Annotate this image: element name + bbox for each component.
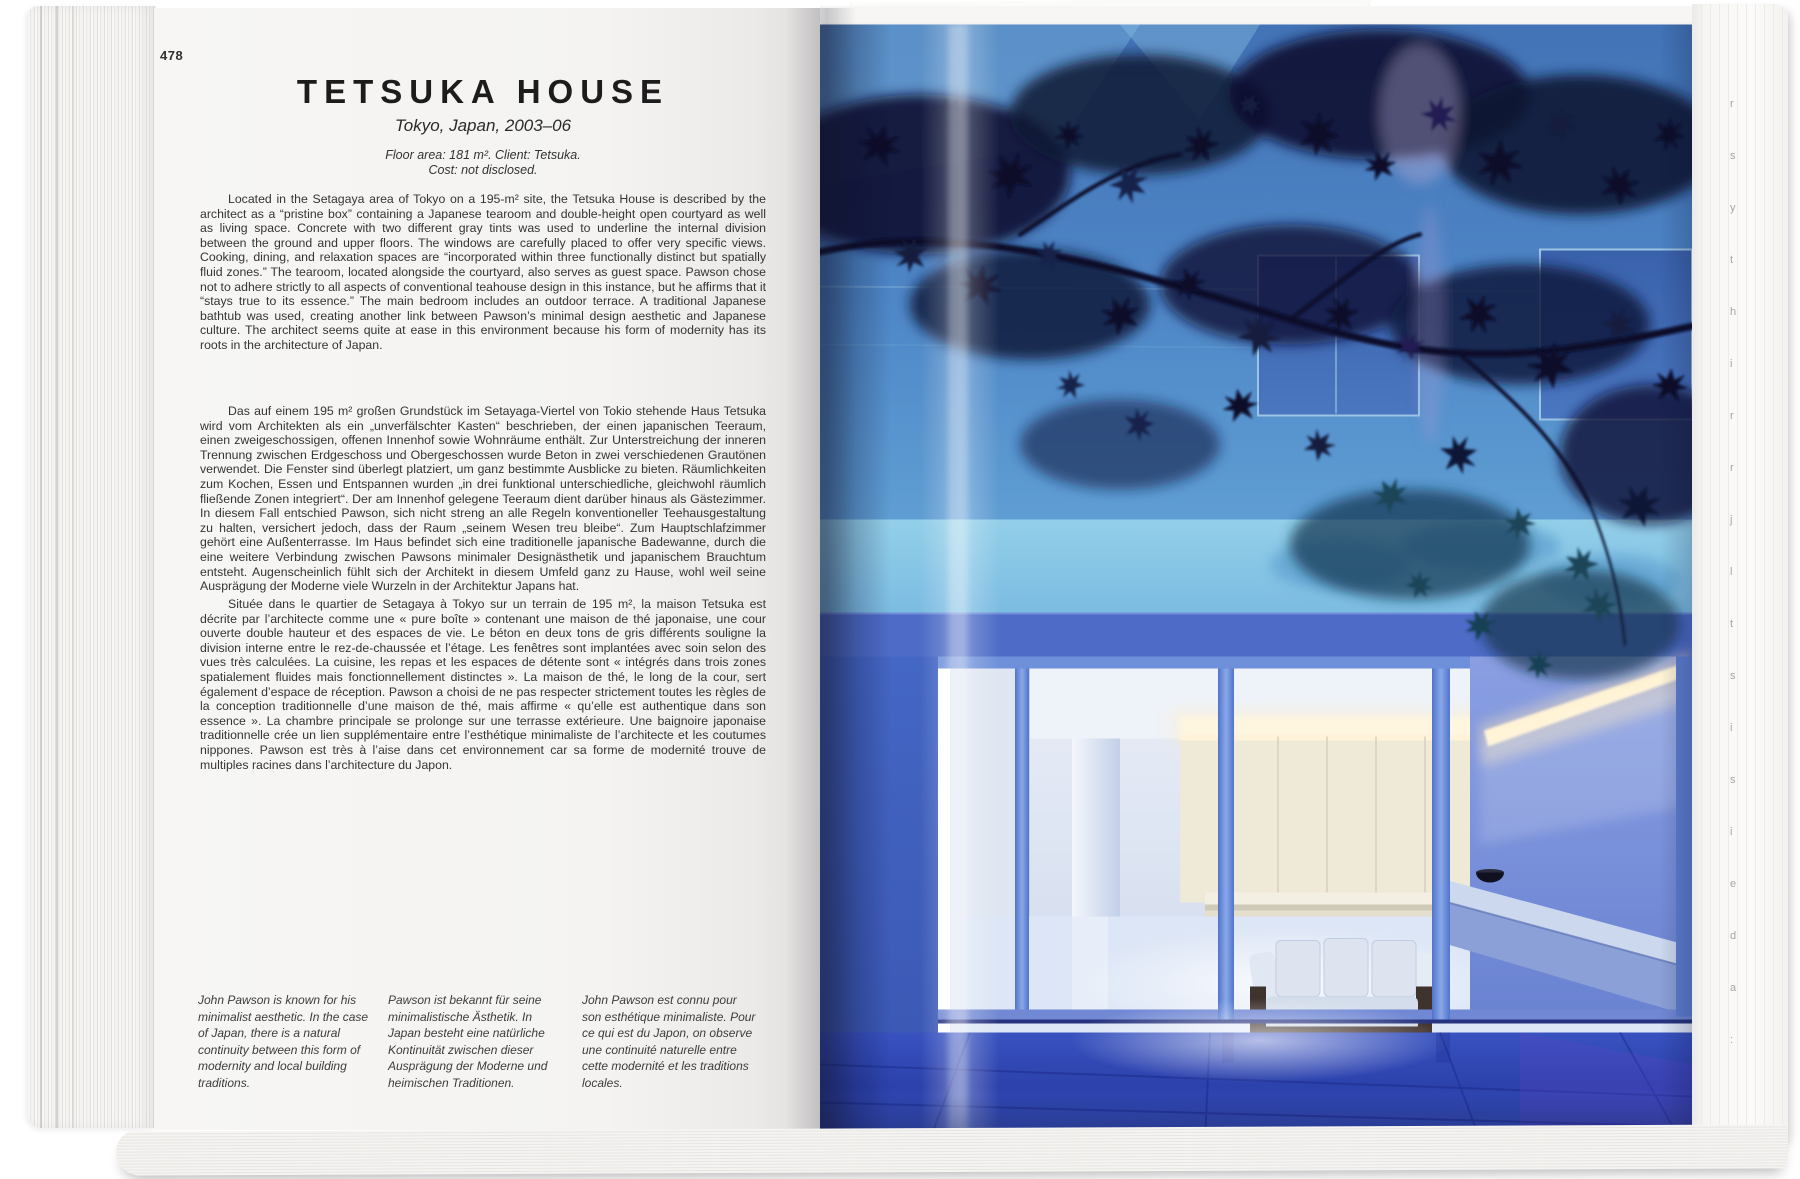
fore-edge-fragment: t	[1730, 254, 1735, 266]
fore-edge-fragment: r	[1730, 98, 1735, 110]
paragraph-german-text: Das auf einem 195 m² großen Grundstück im Setayaga-Viertel von Tokio stehende Haus Tetsuka wird vom Architekten als ein „unverfälschter Kasten“ beschrieben, der einen japanischen Teeraum, einen zweigeschossigen, offenen Innenhof sowie Wohnräume enthält. Zur Unterstreichung der inneren Trennung zwischen Erdgeschoss und Obergeschossen wurde Beton in zwei verschiedenen Grautönen verwendet. Die Fenster sind überlegt platziert, um ganz bestimmte Ausblicke zu bieten. Räumlichkeiten zum Kochen, Essen und Entspannen wurden „in drei funktional unterschiedliche, gleichwohl räumlich fließende Zonen integriert“. Der am Innenhof gelegene Teeraum dient darüber hinaus als Gästezimmer. In diesem Fall entschied Pawson, sich nicht streng an alle Regeln konventioneller Teehausgestaltung zu halten, versichert jedoch, dass der Raum „seinem Wesen treu bleibe“. Zum Hauptschlafzimmer gehört eine Außenterrasse. Im Haus befindet sich eine traditionelle japanische Badewanne, durch die eine weitere Verbindung zwischen Pawsons minimaler Designästhetik und japanischem Brauchtum entsteht. Augenscheinlich fühlt sich der Architekt in diesem Umfeld ganz zu Hause, wohl weil seine Ausprägung der Moderne viele Wurzeln in der Architektur Japans hat.	[200, 404, 766, 594]
fore-edge-fragment: :	[1730, 1034, 1735, 1046]
fore-edge-fragment: i	[1730, 722, 1734, 734]
project-meta	[200, 148, 766, 178]
caption-english: John Pawson is known for his minimalist aesthetic. In the case of Japan, there is a natural continuity between this form of modernity and local building traditions.	[198, 993, 369, 1090]
right-page-edges	[1692, 4, 1788, 1148]
fore-edge-fragment: r	[1730, 410, 1735, 422]
page-edge-line	[72, 6, 74, 1128]
fore-edge-fragment: h	[1730, 306, 1738, 318]
fore-edge-fragment: l	[1730, 566, 1734, 578]
fore-edge-fragment: y	[1730, 202, 1737, 214]
page-edge-line	[56, 6, 58, 1128]
fore-edge-fragment: t	[1730, 618, 1735, 630]
paragraph-german	[200, 404, 766, 594]
fore-edge-fragment: i	[1730, 826, 1734, 838]
page-title: TETSUKA HOUSE	[296, 73, 670, 110]
fore-edge-fragment: e	[1730, 878, 1738, 890]
paragraph-english-text: Located in the Setagaya area of Tokyo on a 195-m² site, the Tetsuka House is described by the architect as a “pristine box” containing a Japanese tearoom and double-height open courtyard as well as living space. Concrete with two different gray tints was used to underline the internal division between the ground and upper floors. The windows are carefully placed to offer very specific views. Cooking, dining, and relaxation spaces are “incorporated within three functionally distinct but spatially fluid zones.” The tearoom, located alongside the courtyard, also serves as guest space. Pawson chose not to adhere strictly to all aspects of conventional teahouse design in this instance, but he affirms that it “stays true to its essence.” The main bedroom includes an outdoor terrace. A traditional Japanese bathtub was used, creating another link between Pawson’s minimal design aesthetic and Japanese culture. The architect seems quite at ease in this environment because his form of modernity has its roots in the architecture of Japan.	[200, 192, 766, 352]
meta-line-1: Floor area: 181 m². Client: Tetsuka.	[385, 148, 581, 162]
article-header	[200, 74, 766, 178]
paragraph-french-text: Située dans le quartier de Setagaya à Tokyo sur un terrain de 195 m², la maison Tetsuka est décrite par l’architecte comme une « pure boîte » contenant une maison de thé japonaise, une cour ouverte double hauteur et des espaces de vie. Le béton en deux tons de gris différents souligne la division interne entre le rez-de-chaussée et l’étage. Les fenêtres sont implantées avec soin selon des vues très calculées. La cuisine, les repas et les espaces de détente sont « intégrés dans trois zones spatialement fluides mais fonctionnellement distinctes ». La maison de thé, le long de la cour, sert également d’espace de réception. Pawson a choisi de ne pas respecter strictement toutes les règles de la conception traditionnelle d’une maison de thé, mais affirme « qu’elle est authentique dans son essence ». La chambre principale se prolonge sur une terrasse extérieure. Une baignoire japonaise traditionnelle crée un lien supplémentaire entre l’esthétique minimaliste de l’architecte et les coutumes nippones. Pawson est très à l’aise dans cet environnement car sa forme de modernité trouve de multiples racines dans l’architecture du Japon.	[200, 597, 766, 772]
fore-edge-fragment: a	[1730, 982, 1738, 994]
caption-french: John Pawson est connu pour son esthétique minimaliste. Pour ce qui est du Japon, on observe une continuité naturelle entre cette modernité et les traditions locales.	[582, 993, 756, 1090]
page-subtitle: Tokyo, Japan, 2003–06	[394, 116, 572, 135]
tetsuka-house-photo	[820, 24, 1692, 1140]
fore-edge-fragment: s	[1730, 150, 1737, 162]
fore-edge-fragment: d	[1730, 930, 1738, 942]
book-bottom-edge	[116, 1124, 1788, 1175]
fore-edge-fragment: s	[1730, 670, 1737, 682]
fore-edge-fragment: s	[1730, 774, 1737, 786]
paragraph-english	[200, 192, 766, 353]
meta-line-2: Cost: not disclosed.	[428, 163, 538, 177]
paragraph-french	[200, 597, 766, 772]
fore-edge-fragment: r	[1730, 462, 1735, 474]
fore-edge-fragment: j	[1730, 514, 1734, 526]
page-edge-line	[40, 6, 42, 1128]
left-page-edges	[28, 6, 156, 1128]
fore-edge-text	[1730, 78, 1756, 1066]
page-number: 478	[160, 48, 184, 63]
right-page-top-edge	[820, 6, 1700, 26]
fore-edge-fragment: i	[1730, 358, 1734, 370]
caption-german: Pawson ist bekannt für seine minimalistische Ästhetik. In Japan besteht eine natürliche Kontinuität zwischen dieser Ausprägung der Moderne und heimischen Traditionen.	[388, 993, 548, 1090]
